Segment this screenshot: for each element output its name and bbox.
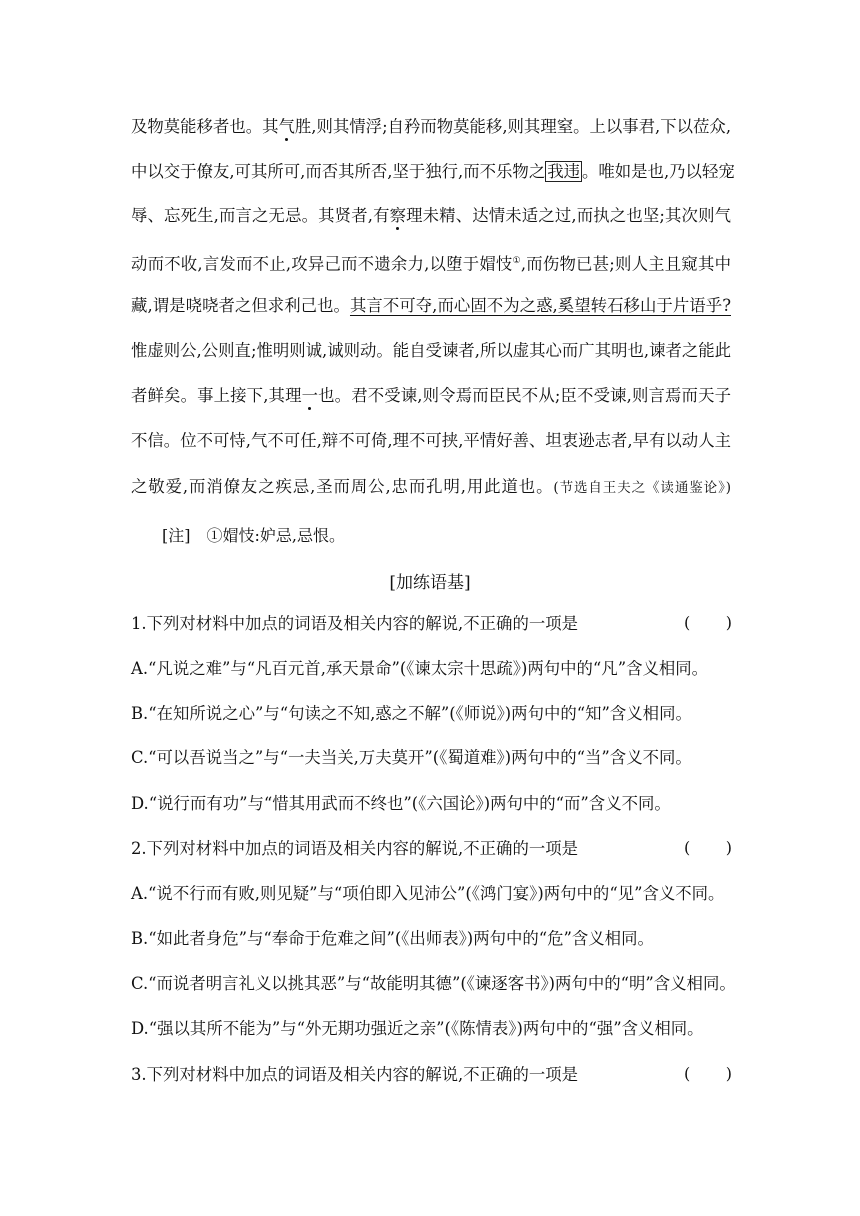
passage-line-8: 不信。位不可恃,气不可任,辩不可倚,理不可挟,平情好善、坦衷逊志者,早有以动人主 <box>131 431 731 450</box>
dotted-word: 察 <box>389 206 407 225</box>
question-option: D.“说行而有功”与“惜其用武而不终也”(《六国论》)两句中的“而”含义不同。 <box>131 794 671 813</box>
source-citation: (节选自王夫之《读通鉴论》) <box>553 480 731 496</box>
question-stem: 1.下列对材料中加点的词语及相关内容的解说,不正确的一项是 <box>131 614 579 633</box>
boxed-word: 我违 <box>547 162 580 181</box>
question-option: A.“说不行而有败,则见疑”与“项伯即入见沛公”(《鸿门宴》)两句中的“见”含义不同。 <box>131 884 725 903</box>
passage-line-1: 及物莫能移者也。其气胜,则其情浮;自矜而物莫能移,则其理窒。上以事君,下以莅众, <box>131 117 732 136</box>
footnote: [注] ①媢忮:妒忌,忌恨。 <box>162 526 345 545</box>
question-option: C.“而说者明言礼义以挑其恶”与“故能明其德”(《谏逐客书》)两句中的“明”含义相同。 <box>131 974 736 993</box>
question-stem: 2.下列对材料中加点的词语及相关内容的解说,不正确的一项是 <box>131 839 579 858</box>
passage-line-6: 惟虚则公,公则直;惟明则诚,诚则动。能自受谏者,所以虚其心而广其明也,谏者之能此 <box>131 341 732 360</box>
underlined-sentence: 其言不可夺,而心固不为之惑,奚望转石移山于片语乎? <box>349 296 731 315</box>
question-option: B.“如此者身危”与“奉命于危难之间”(《出师表》)两句中的“危”含义相同。 <box>131 929 654 948</box>
passage-line-7: 者鲜矣。事上接下,其理一也。君不受谏,则令焉而臣民不从;臣不受谏,则言焉而天子 <box>131 386 731 405</box>
passage-line-4: 动而不收,言发而不止,攻异己而不遗余力,以堕于媢忮①,而伤物已甚;则人主且窥其中 <box>131 254 731 274</box>
question-option: A.“凡说之难”与“凡百元首,承天景命”(《谏太宗十思疏》)两句中的“凡”含义相同。 <box>131 659 709 678</box>
answer-blank[interactable] <box>684 1064 732 1086</box>
question-stem: 3.下列对材料中加点的词语及相关内容的解说,不正确的一项是 <box>131 1065 579 1084</box>
question-option: B.“在知所说之心”与“句读之不知,惑之不解”(《师说》)两句中的“知”含义相同。 <box>131 704 692 723</box>
passage-line-5: 藏,谓是哓哓者之但求利己也。其言不可夺,而心固不为之惑,奚望转石移山于片语乎? <box>131 296 731 315</box>
passage-line-9: 之敬爱,而消僚友之疾忌,圣而周公,忠而孔明,用此道也。(节选自王夫之《读通鉴论》) <box>131 477 731 496</box>
footnote-marker: ① <box>512 256 521 266</box>
answer-blank[interactable] <box>684 838 732 860</box>
passage-line-2: 中以交于僚友,可其所可,而否其所否,坚于独行,而不乐物之 我违 。唯如是也,乃以轻宠 <box>131 162 735 181</box>
passage-line-3: 辱、忘死生,而言之无忌。其贤者,有察理未精、达情未适之过,而执之也坚;其次则气 <box>131 206 732 225</box>
section-title: [加练语基] <box>389 573 471 593</box>
question-option: D.“强以其所不能为”与“外无期功强近之亲”(《陈情表》)两句中的“强”含义相同。 <box>131 1019 704 1038</box>
dotted-word: 一 <box>301 386 319 405</box>
question-option: C.“可以吾说当之”与“一夫当关,万夫莫开”(《蜀道难》)两句中的“当”含义不同。 <box>131 748 692 767</box>
dotted-word: 气 <box>278 117 295 136</box>
answer-blank[interactable] <box>684 613 732 635</box>
